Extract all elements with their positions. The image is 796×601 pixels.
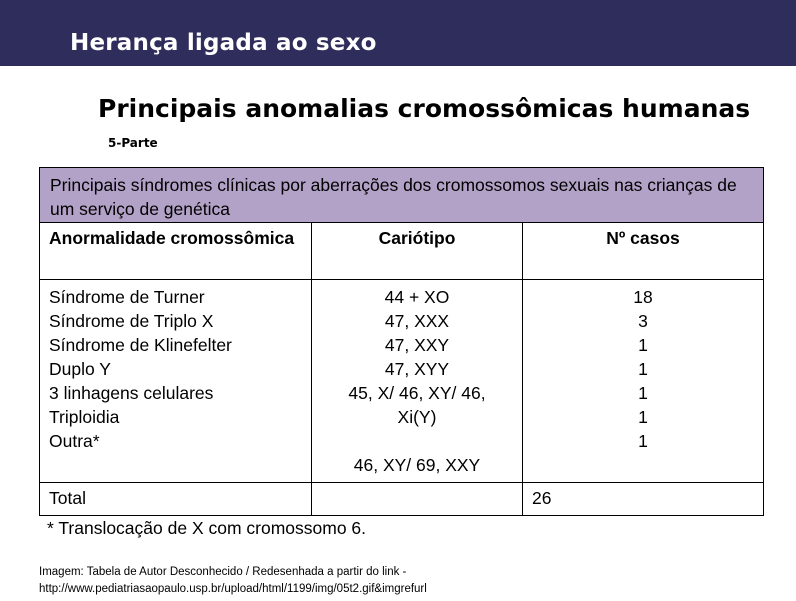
karyotype-cell: Xi(Y) <box>397 407 437 427</box>
header-bar <box>0 0 796 66</box>
anomaly-column <box>40 280 312 482</box>
table-footnote: * Translocação de X com cromossomo 6. <box>47 518 367 538</box>
cases-cell: 1 <box>638 359 648 379</box>
karyotype-cell: 44 + XO <box>384 287 450 307</box>
karyotype-cell: 47, XYY <box>384 359 450 379</box>
karyotype-cell: 46, XY/ 69, XXY <box>353 455 481 475</box>
karyotype-cell: 47, XXY <box>384 335 450 355</box>
karyotype-blank-cell <box>312 429 522 453</box>
cases-cell: 3 <box>638 311 648 331</box>
anomaly-cell: Síndrome de Klinefelter <box>49 335 232 355</box>
header-title: Herança ligada ao sexo <box>70 30 377 56</box>
slide-subtitle: 5-Parte <box>108 136 158 150</box>
column-header-cases: Nº casos <box>606 228 680 248</box>
image-credit <box>39 564 427 598</box>
karyotype-cell: 45, X/ 46, XY/ 46, <box>348 383 486 403</box>
column-header-anomaly: Anormalidade cromossômica <box>40 223 312 279</box>
credit-link[interactable]: http://www.pediatriasaopaulo.usp.br/upload/html/1199/img/05t2.gif&imgrefurl <box>39 583 427 595</box>
data-table <box>39 167 764 516</box>
column-header-karyotype: Cariótipo <box>312 223 523 279</box>
total-label: Total <box>40 483 312 515</box>
anomaly-cell: 3 linhagens celulares <box>49 383 214 403</box>
cases-cell: 18 <box>633 287 653 307</box>
credit-line-1: Imagem: Tabela de Autor Desconhecido / Redesenhada a partir do link - <box>39 566 407 578</box>
cases-cell: 1 <box>638 335 648 355</box>
anomaly-cell: Triploidia <box>49 407 120 427</box>
anomaly-cell: Outra* <box>49 431 100 451</box>
slide-title: Principais anomalias cromossômicas humanas <box>98 94 751 123</box>
total-karyotype-empty <box>312 483 523 515</box>
karyotype-cell: 47, XXX <box>384 311 450 331</box>
karyotype-column <box>312 280 523 482</box>
table-total-row <box>40 483 763 515</box>
cases-cell: 1 <box>638 407 648 427</box>
cases-column <box>523 280 763 482</box>
table-header-row <box>40 223 763 280</box>
anomaly-cell: Síndrome de Triplo X <box>49 311 214 331</box>
anomaly-cell: Duplo Y <box>49 359 111 379</box>
table-body-row <box>40 280 763 483</box>
anomaly-cell: Síndrome de Turner <box>49 287 205 307</box>
cases-cell: 1 <box>638 431 648 451</box>
total-value: 26 <box>532 488 552 508</box>
table-caption: Principais síndromes clínicas por aberrações dos cromossomos sexuais nas crianças de um serviço de genética <box>40 168 763 223</box>
cases-cell: 1 <box>638 383 648 403</box>
